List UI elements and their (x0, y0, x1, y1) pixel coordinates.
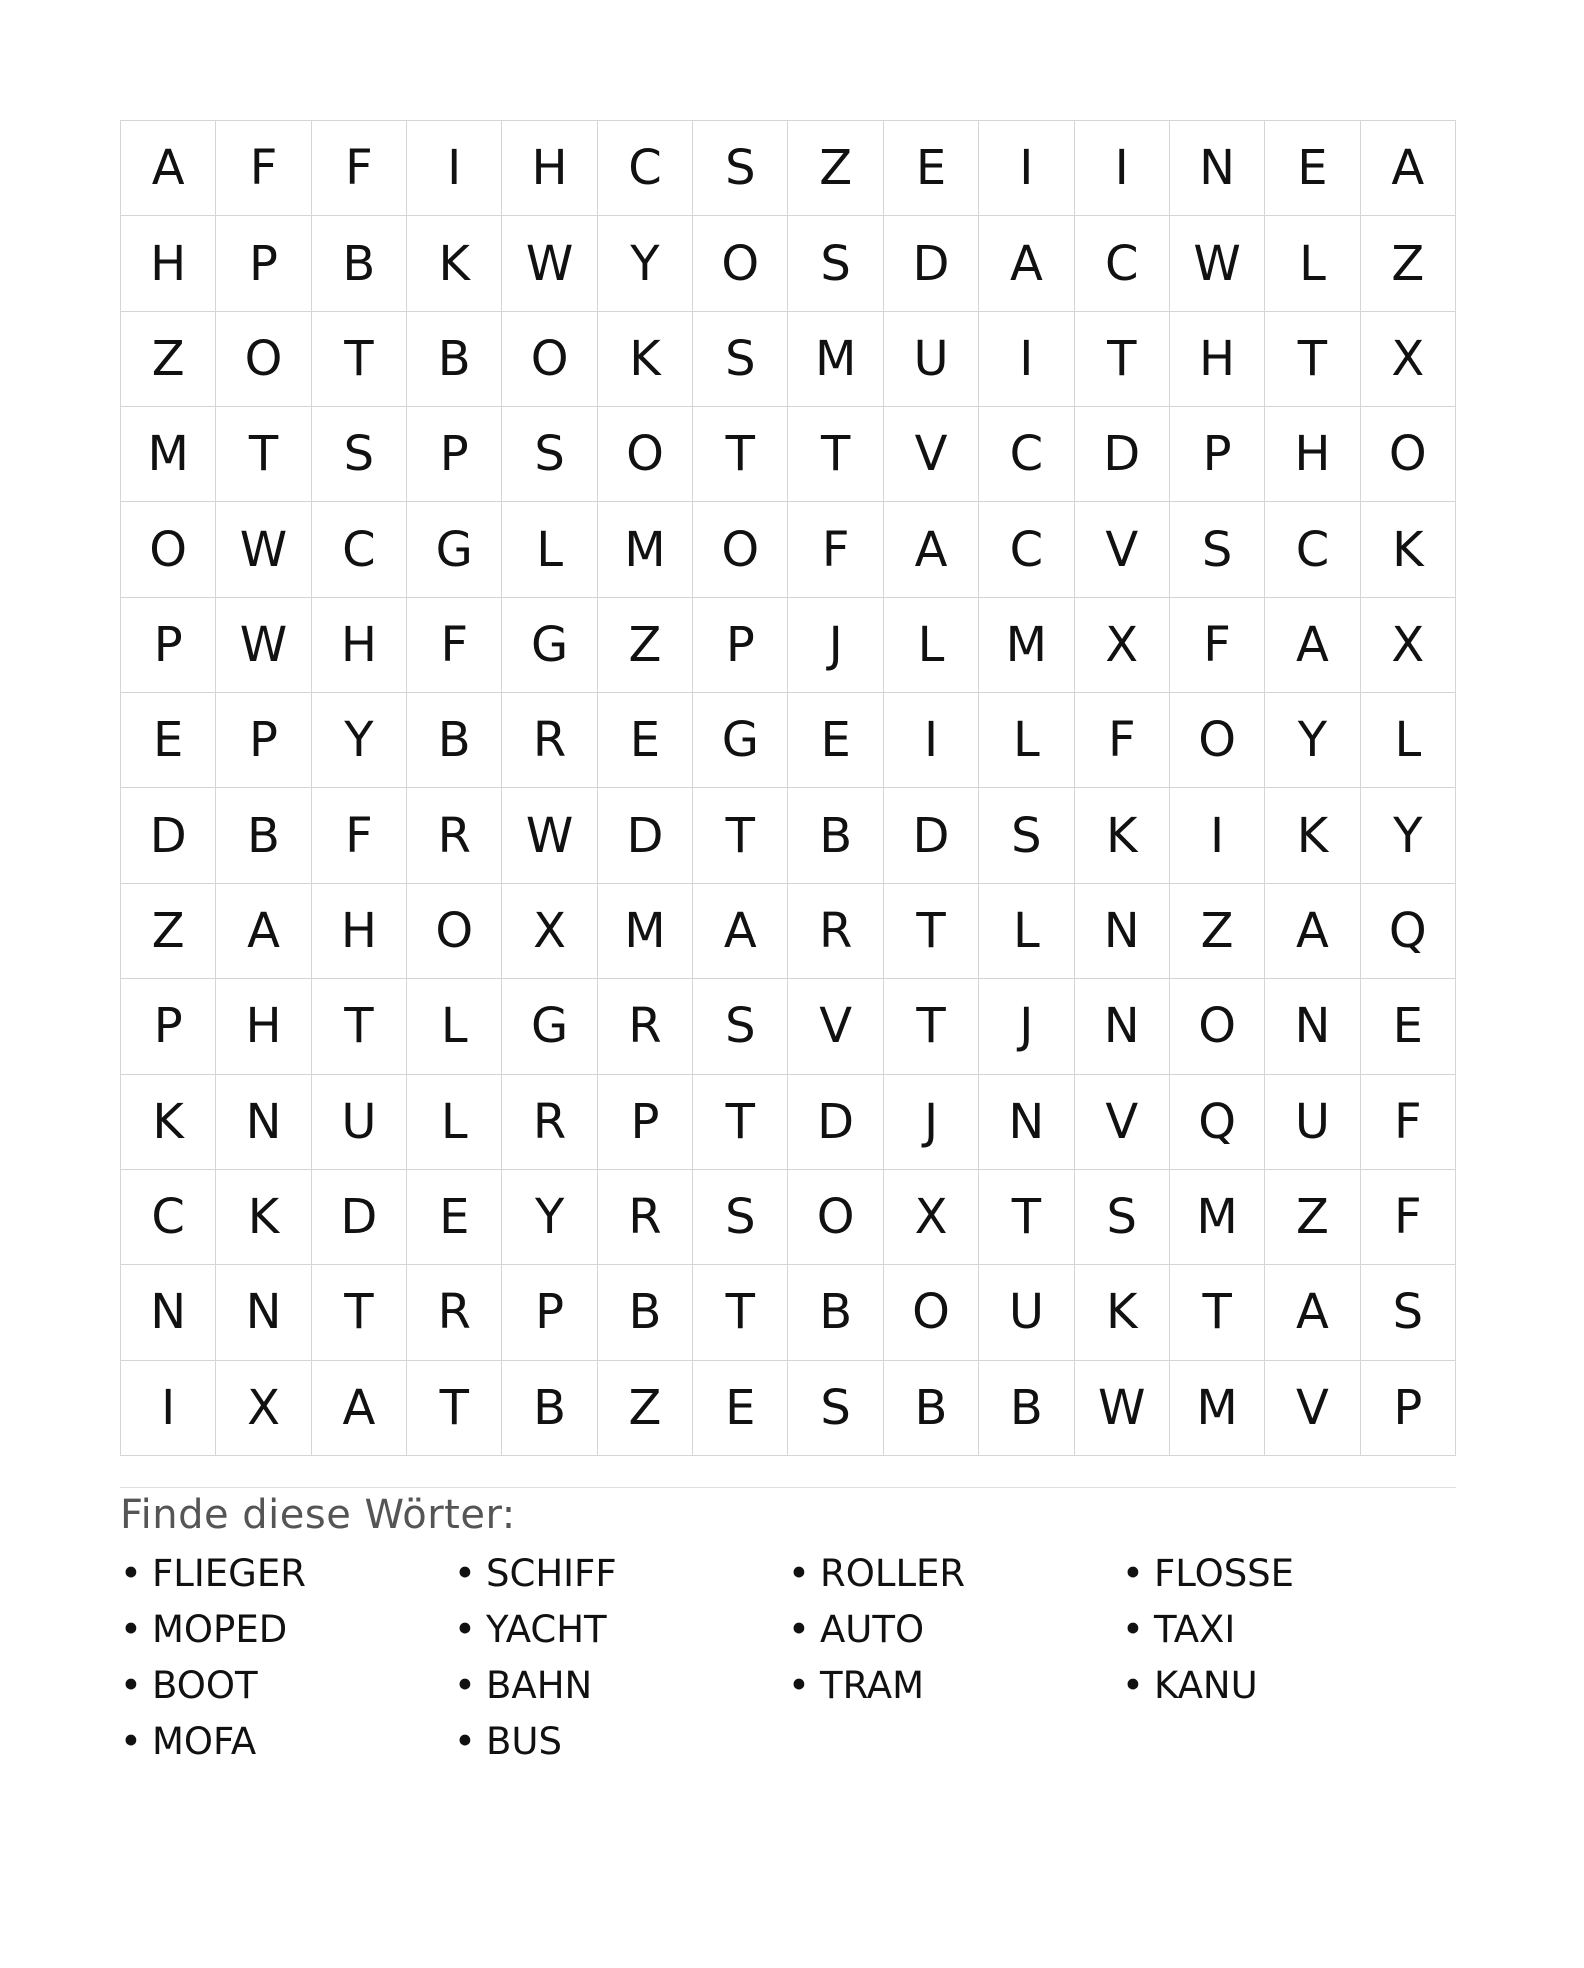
grid-cell[interactable]: S (1170, 502, 1265, 597)
grid-cell[interactable]: S (788, 216, 883, 311)
grid-cell[interactable]: A (121, 121, 216, 216)
grid-cell[interactable]: H (1265, 407, 1360, 502)
grid-cell[interactable]: T (884, 979, 979, 1074)
grid-cell[interactable]: X (1361, 312, 1456, 407)
word-item (1122, 1602, 1456, 1658)
grid-cell[interactable]: T (693, 407, 788, 502)
grid-cell[interactable]: Z (1361, 216, 1456, 311)
grid-cell[interactable]: I (121, 1361, 216, 1456)
grid-cell[interactable]: T (884, 884, 979, 979)
grid-cell[interactable]: C (1075, 216, 1170, 311)
word-item (120, 1658, 454, 1714)
grid-cell[interactable]: S (788, 1361, 883, 1456)
word-label: BOOT (152, 1664, 258, 1707)
grid-cell[interactable]: S (1075, 1170, 1170, 1265)
word-item (788, 1602, 1122, 1658)
bullet-icon: • (120, 1720, 142, 1763)
grid-cell[interactable]: Z (598, 598, 693, 693)
grid-cell[interactable]: T (216, 407, 311, 502)
grid-cell[interactable]: P (216, 693, 311, 788)
grid-cell[interactable]: U (1265, 1075, 1360, 1170)
grid-cell[interactable]: W (502, 216, 597, 311)
grid-cell[interactable]: W (216, 502, 311, 597)
grid-cell[interactable]: P (121, 979, 216, 1074)
grid-cell[interactable]: R (407, 788, 502, 883)
word-item (454, 1546, 788, 1602)
grid-cell[interactable]: N (121, 1265, 216, 1360)
grid-cell[interactable]: O (1361, 407, 1456, 502)
grid-cell[interactable]: Z (788, 121, 883, 216)
grid-cell[interactable]: F (216, 121, 311, 216)
grid-cell[interactable]: D (884, 216, 979, 311)
grid-cell[interactable]: T (788, 407, 883, 502)
grid-cell[interactable]: J (979, 979, 1074, 1074)
grid-cell[interactable]: N (1075, 979, 1170, 1074)
grid-cell[interactable]: T (693, 1265, 788, 1360)
grid-cell[interactable]: N (979, 1075, 1074, 1170)
grid-cell[interactable]: H (502, 121, 597, 216)
grid-cell[interactable]: S (693, 121, 788, 216)
grid-cell[interactable]: K (1075, 788, 1170, 883)
grid-cell[interactable]: T (312, 312, 407, 407)
grid-cell[interactable]: W (216, 598, 311, 693)
grid-cell[interactable]: P (121, 598, 216, 693)
grid-cell[interactable]: A (312, 1361, 407, 1456)
grid-cell[interactable]: K (407, 216, 502, 311)
grid-cell[interactable]: B (312, 216, 407, 311)
bullet-icon: • (788, 1552, 810, 1595)
grid-cell[interactable]: I (1075, 121, 1170, 216)
grid-cell[interactable]: O (121, 502, 216, 597)
grid-cell[interactable]: J (788, 598, 883, 693)
bullet-icon: • (454, 1664, 476, 1707)
grid-cell[interactable]: F (1170, 598, 1265, 693)
grid-cell[interactable]: H (312, 598, 407, 693)
grid-cell[interactable]: C (598, 121, 693, 216)
grid-cell[interactable]: E (1361, 979, 1456, 1074)
grid-cell[interactable]: I (407, 121, 502, 216)
grid-cell[interactable]: D (598, 788, 693, 883)
grid-cell[interactable]: A (1265, 1265, 1360, 1360)
grid-cell[interactable]: F (1361, 1075, 1456, 1170)
grid-cell[interactable]: R (407, 1265, 502, 1360)
bullet-icon: • (120, 1664, 142, 1707)
word-item (120, 1714, 454, 1770)
grid-cell[interactable]: A (979, 216, 1074, 311)
grid-cell[interactable]: F (407, 598, 502, 693)
grid-cell[interactable]: L (1265, 216, 1360, 311)
grid-cell[interactable]: U (312, 1075, 407, 1170)
grid-cell[interactable]: C (1265, 502, 1360, 597)
grid-cell[interactable]: A (1361, 121, 1456, 216)
grid-cell[interactable]: G (693, 693, 788, 788)
grid-cell[interactable]: L (407, 1075, 502, 1170)
grid-cell[interactable]: A (693, 884, 788, 979)
grid-cell[interactable]: V (1075, 1075, 1170, 1170)
word-item (120, 1602, 454, 1658)
grid-cell[interactable]: Q (1170, 1075, 1265, 1170)
grid-cell[interactable]: T (1075, 312, 1170, 407)
grid-cell[interactable]: B (407, 312, 502, 407)
grid-cell[interactable]: Z (121, 312, 216, 407)
grid-cell[interactable]: L (502, 502, 597, 597)
grid-cell[interactable]: T (979, 1170, 1074, 1265)
grid-cell[interactable]: K (598, 312, 693, 407)
grid-cell[interactable]: O (788, 1170, 883, 1265)
word-item (1122, 1546, 1456, 1602)
grid-cell[interactable]: Y (1265, 693, 1360, 788)
grid-cell[interactable]: N (1170, 121, 1265, 216)
grid-cell[interactable]: H (216, 979, 311, 1074)
grid-cell[interactable]: N (1265, 979, 1360, 1074)
grid-cell[interactable]: B (407, 693, 502, 788)
word-label: MOPED (152, 1608, 288, 1651)
word-label: SCHIFF (486, 1552, 617, 1595)
grid-cell[interactable]: P (1170, 407, 1265, 502)
grid-cell[interactable]: H (312, 884, 407, 979)
grid-cell[interactable]: G (502, 979, 597, 1074)
word-label: ROLLER (820, 1552, 966, 1595)
grid-cell[interactable]: F (312, 788, 407, 883)
grid-cell[interactable]: S (693, 979, 788, 1074)
grid-cell[interactable]: U (979, 1265, 1074, 1360)
bullet-icon: • (454, 1720, 476, 1763)
word-item (1122, 1658, 1456, 1714)
grid-cell[interactable]: S (502, 407, 597, 502)
grid-cell[interactable]: X (1361, 598, 1456, 693)
grid-cell[interactable]: Z (121, 884, 216, 979)
grid-cell[interactable]: T (1170, 1265, 1265, 1360)
grid-cell[interactable]: I (979, 121, 1074, 216)
grid-cell[interactable]: D (312, 1170, 407, 1265)
grid-cell[interactable]: X (884, 1170, 979, 1265)
grid-cell[interactable]: P (407, 407, 502, 502)
word-item (120, 1546, 454, 1602)
grid-cell[interactable]: R (788, 884, 883, 979)
grid-cell[interactable]: X (1075, 598, 1170, 693)
grid-cell[interactable]: L (884, 598, 979, 693)
grid-cell[interactable]: A (1265, 598, 1360, 693)
grid-cell[interactable]: B (788, 1265, 883, 1360)
grid-cell[interactable]: O (1170, 979, 1265, 1074)
grid-cell[interactable]: B (216, 788, 311, 883)
word-item (454, 1714, 788, 1770)
grid-cell[interactable]: Z (598, 1361, 693, 1456)
word-item (788, 1658, 1122, 1714)
grid-cell[interactable]: J (884, 1075, 979, 1170)
grid-cell[interactable]: L (979, 693, 1074, 788)
grid-cell[interactable]: S (693, 1170, 788, 1265)
grid-cell[interactable]: R (502, 693, 597, 788)
grid-cell[interactable]: C (312, 502, 407, 597)
grid-cell[interactable]: F (1075, 693, 1170, 788)
grid-cell[interactable]: M (1170, 1361, 1265, 1456)
grid-cell[interactable]: V (788, 979, 883, 1074)
grid-cell[interactable]: A (884, 502, 979, 597)
grid-cell[interactable]: W (1075, 1361, 1170, 1456)
grid-cell[interactable]: H (1170, 312, 1265, 407)
word-label: BUS (486, 1720, 562, 1763)
grid-cell[interactable]: L (979, 884, 1074, 979)
grid-cell[interactable]: M (598, 884, 693, 979)
grid-cell[interactable]: F (1361, 1170, 1456, 1265)
grid-cell[interactable]: B (884, 1361, 979, 1456)
bullet-icon: • (1122, 1608, 1144, 1651)
grid-cell[interactable]: O (1170, 693, 1265, 788)
word-item (454, 1602, 788, 1658)
grid-cell[interactable]: G (502, 598, 597, 693)
grid-cell[interactable]: L (407, 979, 502, 1074)
grid-cell[interactable]: Q (1361, 884, 1456, 979)
grid-cell[interactable]: V (1265, 1361, 1360, 1456)
grid-cell[interactable]: V (884, 407, 979, 502)
grid-cell[interactable]: A (1265, 884, 1360, 979)
grid-cell[interactable]: O (884, 1265, 979, 1360)
grid-cell[interactable]: K (1075, 1265, 1170, 1360)
grid-cell[interactable]: E (788, 693, 883, 788)
grid-cell[interactable]: F (788, 502, 883, 597)
word-label: FLIEGER (152, 1552, 306, 1595)
word-label: YACHT (486, 1608, 607, 1651)
word-list (120, 1546, 1456, 1770)
grid-cell[interactable]: P (216, 216, 311, 311)
grid-cell[interactable]: T (693, 788, 788, 883)
word-label: MOFA (152, 1720, 257, 1763)
grid-cell[interactable]: I (979, 312, 1074, 407)
grid-cell[interactable]: B (979, 1361, 1074, 1456)
grid-cell[interactable]: K (1361, 502, 1456, 597)
grid-cell[interactable]: T (312, 979, 407, 1074)
grid-cell[interactable]: M (121, 407, 216, 502)
grid-cell[interactable]: I (884, 693, 979, 788)
grid-cell[interactable]: D (121, 788, 216, 883)
grid-cell[interactable]: X (502, 884, 597, 979)
bullet-icon: • (1122, 1664, 1144, 1707)
grid-cell[interactable]: L (1361, 693, 1456, 788)
grid-cell[interactable]: N (216, 1075, 311, 1170)
word-label: TRAM (820, 1664, 925, 1707)
grid-cell[interactable]: T (1265, 312, 1360, 407)
grid-cell[interactable]: M (788, 312, 883, 407)
grid-cell[interactable]: Z (1170, 884, 1265, 979)
word-label: FLOSSE (1154, 1552, 1295, 1595)
grid-cell[interactable]: O (216, 312, 311, 407)
word-label: KANU (1154, 1664, 1258, 1707)
word-list-title: Finde diese Wörter: (120, 1492, 516, 1538)
grid-cell[interactable]: C (121, 1170, 216, 1265)
grid-cell[interactable]: P (502, 1265, 597, 1360)
word-label: BAHN (486, 1664, 593, 1707)
grid-cell[interactable]: O (502, 312, 597, 407)
grid-cell[interactable]: K (216, 1170, 311, 1265)
grid-cell[interactable]: O (693, 216, 788, 311)
grid-cell[interactable]: Y (502, 1170, 597, 1265)
grid-cell[interactable]: S (693, 312, 788, 407)
grid-cell[interactable]: Z (1265, 1170, 1360, 1265)
bullet-icon: • (454, 1552, 476, 1595)
word-label: AUTO (820, 1608, 925, 1651)
grid-cell[interactable]: M (979, 598, 1074, 693)
grid-cell[interactable]: B (502, 1361, 597, 1456)
grid-cell[interactable]: R (598, 979, 693, 1074)
word-label: TAXI (1154, 1608, 1236, 1651)
grid-cell[interactable]: P (693, 598, 788, 693)
grid-cell[interactable]: Y (598, 216, 693, 311)
bullet-icon: • (788, 1664, 810, 1707)
grid-cell[interactable]: D (1075, 407, 1170, 502)
grid-cell[interactable]: H (121, 216, 216, 311)
grid-cell[interactable]: B (598, 1265, 693, 1360)
grid-cell[interactable]: C (979, 407, 1074, 502)
grid-cell[interactable]: M (598, 502, 693, 597)
grid-cell[interactable]: W (1170, 216, 1265, 311)
letter-grid (120, 120, 1456, 1456)
grid-cell[interactable]: E (693, 1361, 788, 1456)
grid-cell[interactable]: R (502, 1075, 597, 1170)
grid-cell[interactable]: S (979, 788, 1074, 883)
grid-cell[interactable]: Y (312, 693, 407, 788)
grid-cell[interactable]: S (1361, 1265, 1456, 1360)
grid-cell[interactable]: N (216, 1265, 311, 1360)
bullet-icon: • (120, 1608, 142, 1651)
grid-cell[interactable]: O (598, 407, 693, 502)
grid-cell[interactable]: V (1075, 502, 1170, 597)
grid-cell[interactable]: E (1265, 121, 1360, 216)
grid-cell[interactable]: E (598, 693, 693, 788)
grid-cell[interactable]: G (407, 502, 502, 597)
word-item (454, 1658, 788, 1714)
grid-cell[interactable]: M (1170, 1170, 1265, 1265)
bullet-icon: • (1122, 1552, 1144, 1595)
grid-cell[interactable]: S (312, 407, 407, 502)
grid-cell[interactable]: U (884, 312, 979, 407)
grid-cell[interactable]: D (884, 788, 979, 883)
word-item (788, 1546, 1122, 1602)
grid-cell[interactable]: I (1170, 788, 1265, 883)
bullet-icon: • (454, 1608, 476, 1651)
bullet-icon: • (788, 1608, 810, 1651)
grid-cell[interactable]: K (1265, 788, 1360, 883)
grid-cell[interactable]: Y (1361, 788, 1456, 883)
grid-cell[interactable]: X (216, 1361, 311, 1456)
grid-cell[interactable]: E (407, 1170, 502, 1265)
grid-cell[interactable]: T (312, 1265, 407, 1360)
grid-cell[interactable]: B (788, 788, 883, 883)
divider (120, 1487, 1456, 1488)
grid-cell[interactable]: D (788, 1075, 883, 1170)
grid-cell[interactable]: F (312, 121, 407, 216)
grid-cell[interactable]: A (216, 884, 311, 979)
grid-cell[interactable]: R (598, 1170, 693, 1265)
grid-cell[interactable]: O (693, 502, 788, 597)
grid-cell[interactable]: N (1075, 884, 1170, 979)
grid-cell[interactable]: E (884, 121, 979, 216)
grid-cell[interactable]: P (598, 1075, 693, 1170)
grid-cell[interactable]: O (407, 884, 502, 979)
grid-cell[interactable]: E (121, 693, 216, 788)
bullet-icon: • (120, 1552, 142, 1595)
grid-cell[interactable]: T (693, 1075, 788, 1170)
grid-cell[interactable]: K (121, 1075, 216, 1170)
grid-cell[interactable]: C (979, 502, 1074, 597)
grid-cell[interactable]: P (1361, 1361, 1456, 1456)
grid-cell[interactable]: T (407, 1361, 502, 1456)
grid-cell[interactable]: W (502, 788, 597, 883)
